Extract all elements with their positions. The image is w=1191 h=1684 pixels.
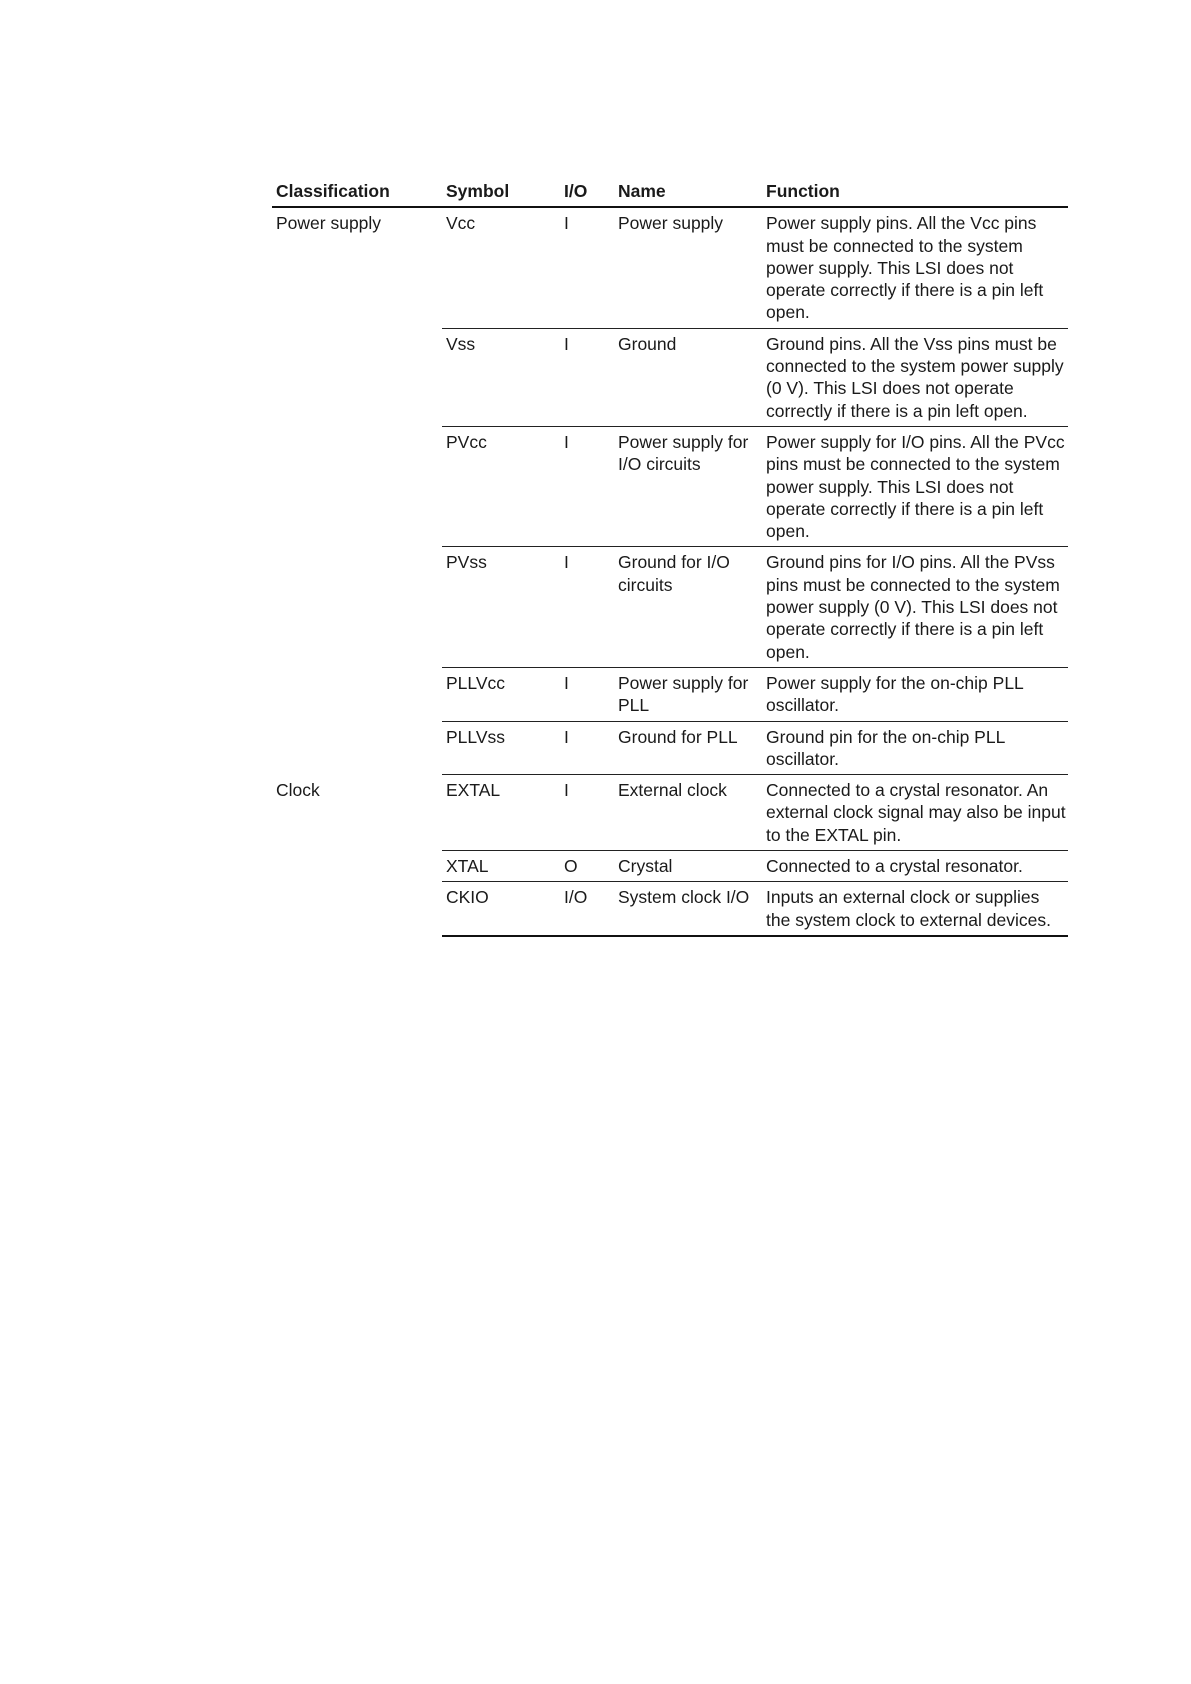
io-cell: O	[560, 851, 614, 882]
header-function: Function	[762, 178, 1068, 207]
classification-cell: Clock	[276, 779, 320, 800]
name-cell: Ground	[614, 328, 762, 426]
io-cell: I	[560, 426, 614, 546]
function-cell: Connected to a crystal resonator.	[762, 851, 1068, 882]
table-row	[272, 207, 1068, 328]
table-body	[272, 207, 1068, 936]
name-cell: Ground for I/O circuits	[614, 547, 762, 667]
io-cell: I	[560, 547, 614, 667]
symbol-cell: XTAL	[442, 851, 560, 882]
symbol-cell: PLLVss	[442, 721, 560, 775]
symbol-cell: CKIO	[442, 882, 560, 936]
function-cell: Connected to a crystal resonator. An external clock signal may also be input to the EXTAL pin.	[762, 775, 1068, 851]
symbol-cell: PVss	[442, 547, 560, 667]
name-cell: Power supply for I/O circuits	[614, 426, 762, 546]
function-cell: Ground pin for the on-chip PLL oscillator.	[762, 721, 1068, 775]
name-cell: External clock	[614, 775, 762, 851]
symbol-cell: PVcc	[442, 426, 560, 546]
function-cell: Ground pins. All the Vss pins must be connected to the system power supply (0 V). This LSI does not operate correctly if there is a pin left open.	[762, 328, 1068, 426]
name-cell: System clock I/O	[614, 882, 762, 936]
symbol-cell: EXTAL	[442, 775, 560, 851]
name-cell: Power supply	[614, 207, 762, 328]
function-cell: Inputs an external clock or supplies the system clock to external devices.	[762, 882, 1068, 936]
function-cell: Ground pins for I/O pins. All the PVss pins must be connected to the system power supply (0 V). This LSI does not operate correctly if there is a pin left open.	[762, 547, 1068, 667]
pin-function-table	[272, 178, 1068, 937]
header-classification: Classification	[272, 178, 442, 207]
symbol-cell: PLLVcc	[442, 667, 560, 721]
io-cell: I	[560, 721, 614, 775]
function-cell: Power supply for the on-chip PLL oscillator.	[762, 667, 1068, 721]
header-row	[272, 178, 1068, 207]
symbol-cell: Vcc	[442, 207, 560, 328]
io-cell: I	[560, 667, 614, 721]
name-cell: Crystal	[614, 851, 762, 882]
header-symbol: Symbol	[442, 178, 560, 207]
function-cell: Power supply pins. All the Vcc pins must be connected to the system power supply. This LSI does not operate correctly if there is a pin left open.	[762, 207, 1068, 328]
io-cell: I	[560, 328, 614, 426]
function-cell: Power supply for I/O pins. All the PVcc pins must be connected to the system power supply. This LSI does not operate correctly if there is a pin left open.	[762, 426, 1068, 546]
io-cell: I	[560, 775, 614, 851]
header-name: Name	[614, 178, 762, 207]
table-row	[272, 775, 1068, 851]
header-io: I/O	[560, 178, 614, 207]
io-cell: I/O	[560, 882, 614, 936]
name-cell: Ground for PLL	[614, 721, 762, 775]
classification-cell: Power supply	[276, 213, 382, 234]
symbol-cell: Vss	[442, 328, 560, 426]
name-cell: Power supply for PLL	[614, 667, 762, 721]
io-cell: I	[560, 207, 614, 328]
table-header	[272, 178, 1068, 207]
